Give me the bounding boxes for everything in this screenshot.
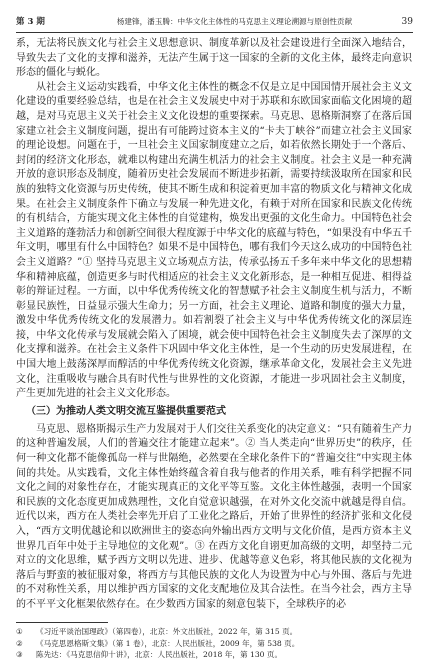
footnote-text: 《习近平谈治国理政》（第四卷），北京：外文出版社，2022 年，第 315 页。 — [36, 627, 298, 636]
page-number: 39 — [401, 17, 413, 27]
footnote-mark: ③ — [16, 650, 23, 659]
footnote — [16, 626, 413, 638]
footnotes — [16, 626, 413, 661]
header-rule — [16, 32, 413, 33]
running-title: 杨建锋，潘玉腾：中华文化主体性的马克思主义理论溯源与原创性贡献 — [116, 17, 353, 26]
footnote — [16, 638, 413, 650]
footnote-text: 陈先达：《马克思信仰十讲》，北京：人民出版社，2018 年，第 130 页。 — [36, 650, 283, 659]
footnote — [16, 649, 413, 661]
running-header — [16, 14, 413, 30]
paragraph: 从社会主义运动实践看，中华文化主体性的概念不仅是立足中国国情开展社会主义文化建设的重要经验总结，也是在社会主义发展史中对于苏联和东欧国家面临文化困境的超越，是对马克思主义关于社会主义文化设想的重要探索。马克思、恩格斯洞察了在落后国家建立社会主义制度问题，提出有可能跨过资本主义的“卡夫丁峡谷”而建立社会主义国家的理论设想。问题在于，一旦社会主义国家制度建立之后，如若依然长期处于一个落后、封闭的经济文化形态，就难以构建出充满生机活力的社会主义制度。社会主义是一种充满开放的意识形态及制度，随着历史社会发展而不断进步拓新，需要持续汲取所在国家和民族的独特文化资源与历史传统，使其不断生成和积淀着更加丰富的物质文化与精神文化成果。在社会主义制度条件下确立与发展一种先进文化，有赖于对所在国家和民族文化传统的有机结合，方能实现文化主体性的自觉建构，焕发出更强的文化生命力。中国特色社会主义道路的蓬勃活力和创新空间很大程度源于中华文化的底蕴与特色，“如果没有中华五千年文明，哪里有什么中国特色？如果不是中国特色，哪有我们今天这么成功的中国特色社会主义道路？”① 坚持马克思主义立场观点方法，传承弘扬五千多年来中华文化的思想精华和精神底蕴，创造更多与时代相适应的社会主义文化新形态，是一种相互促进、相得益彰的辩证过程。一方面，以中华优秀传统文化的智慧赋予社会主义制度生机与活力，不断彰显民族性，日益显示强大生命力；另一方面，社会主义理论、道路和制度的强大力量，激发中华优秀传统文化的发展潜力。如若割裂了社会主义与中华优秀传统文化的深层连接，中华文化传承与发展就会陷入了困境，就会使中国特色社会主义制度失去了深厚的文化支撑和滋养。在社会主义条件下巩固中华文化主体性，是一个生动的历史发展进程，在中国大地上鼓荡深厚而醇活的中华优秀传统文化资源，继承革命文化，发展社会主义先进文化，注重吸收与融合具有时代性与世界性的文化资源，才能进一步巩固社会主义制度，产生更加先进的社会主义文化形态。 — [16, 81, 412, 400]
footnote-mark: ② — [16, 638, 23, 648]
paragraph: 马克思、恩格斯揭示生产力发展对于人们交往关系变化的决定意义：“只有随着生产力的这种普遍发展，人们的普遍交往才能建立起来”。② 当人类走向“世界历史”的秩序，任何一种文化都不能像孤岛一样与世隔绝，必然要在全球化条件下的“普遍交往”中实现主体间的共处。从实践看，文化主体性始终蕴含着自我与他者的作用关系，唯有科学把握不同文化之间的对象性存在，才能实现真正的文化平等互鉴。文化主体性越强，表明一个国家和民族的文化态度更加成熟理性，文化自觉意识越强，在对外文化交流中就越是得自信。近代以来，西方在人类社会率先开启了工业化之路后，开始了世界性的经济扩张和文化侵入，“西方文明优越论和以欧洲世主的姿态向外输出西方文明与文化价值，是西方资本主义世界几百年中处于主导地位的文化观”。③ 在西方文化自诩更加高级的文明，却坚持二元对立的文化思维，赋予西方文明以先进、进步、优越等意义色彩，将其他民族的文化视为落后与野蛮的被征服对象，将西方与其他民族的文化人为设置为中心与外围、落后与先进的不对称性关系，用以维护西方国家的文化支配地位及其合法性。在当今社会，西方主导的不平平文化框架依然存在。在少数西方国家的刻意包装下，全球秩序的必 — [16, 423, 412, 610]
footnote-mark: ① — [16, 627, 23, 636]
paragraph: 系，无法将民族文化与社会主义思想意识、制度革新以及社会建设进行全面深入地结合，导致失去了文化的支撑和滋养，无法产生属于这一国家的全新的文化主体，最终走向意识形态的僵化与蜕化。 — [16, 38, 412, 79]
issue-number: 第 3 期 — [16, 17, 45, 27]
footnote-text: 《马克思恩格斯文集》（第 1 卷），北京：人民出版社，2009 年，第 538 页。 — [36, 638, 300, 648]
body-text — [16, 37, 412, 613]
footnote-rule — [16, 622, 108, 623]
section-heading: （三）为推动人类文明交流互鉴提供重要范式 — [26, 405, 226, 417]
